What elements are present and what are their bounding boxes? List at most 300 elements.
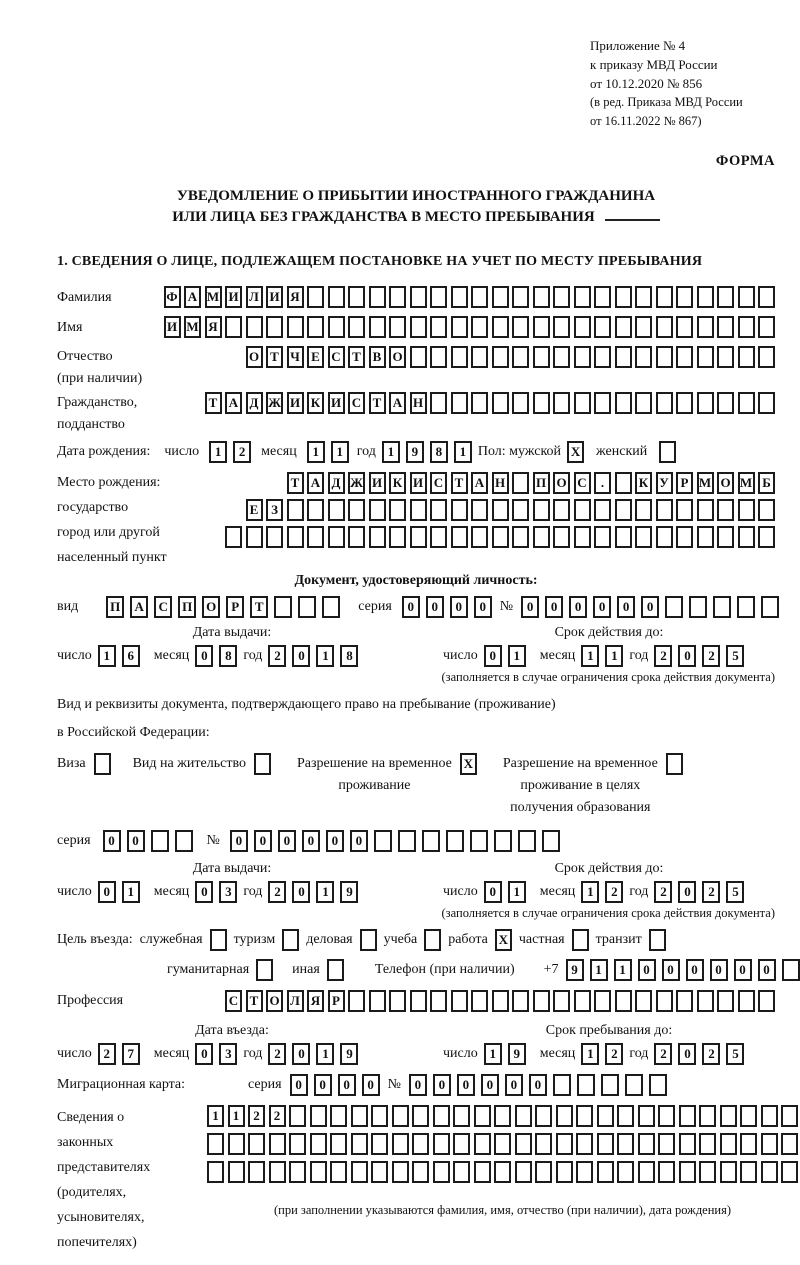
char-cell[interactable]: . bbox=[594, 472, 611, 494]
char-cell[interactable] bbox=[412, 1161, 429, 1183]
char-cell[interactable]: 0 bbox=[98, 881, 116, 903]
char-cell[interactable] bbox=[697, 990, 714, 1012]
char-cell[interactable]: 0 bbox=[457, 1074, 475, 1096]
char-cell[interactable] bbox=[453, 1105, 470, 1127]
char-cell[interactable]: 1 bbox=[207, 1105, 224, 1127]
char-cell[interactable]: 1 bbox=[508, 881, 526, 903]
char-cell[interactable] bbox=[597, 1161, 614, 1183]
char-cell[interactable]: 1 bbox=[454, 441, 472, 463]
char-cell[interactable] bbox=[515, 1161, 532, 1183]
char-cell[interactable] bbox=[512, 472, 529, 494]
birth-month-input[interactable] bbox=[307, 441, 349, 463]
char-cell[interactable]: 0 bbox=[710, 959, 728, 981]
birth-place-input-line3[interactable] bbox=[225, 526, 775, 548]
char-cell[interactable]: 0 bbox=[662, 959, 680, 981]
char-cell[interactable] bbox=[94, 753, 111, 775]
char-cell[interactable]: X bbox=[495, 929, 512, 951]
char-cell[interactable]: 0 bbox=[734, 959, 752, 981]
char-cell[interactable] bbox=[225, 316, 242, 338]
char-cell[interactable] bbox=[369, 526, 386, 548]
patronymic-input[interactable] bbox=[246, 346, 776, 368]
char-cell[interactable]: 1 bbox=[331, 441, 349, 463]
char-cell[interactable] bbox=[360, 929, 377, 951]
char-cell[interactable] bbox=[740, 1133, 757, 1155]
char-cell[interactable] bbox=[371, 1161, 388, 1183]
char-cell[interactable] bbox=[327, 959, 344, 981]
char-cell[interactable]: 1 bbox=[316, 645, 334, 667]
residence-issue-day[interactable] bbox=[98, 881, 140, 903]
char-cell[interactable] bbox=[269, 1161, 286, 1183]
char-cell[interactable]: Т bbox=[369, 392, 386, 414]
char-cell[interactable]: 5 bbox=[726, 1043, 744, 1065]
char-cell[interactable] bbox=[494, 830, 512, 852]
doc-kind-input[interactable] bbox=[106, 596, 340, 618]
char-cell[interactable] bbox=[246, 316, 263, 338]
identity-expiry-year[interactable] bbox=[654, 645, 744, 667]
char-cell[interactable] bbox=[576, 1161, 593, 1183]
char-cell[interactable] bbox=[266, 526, 283, 548]
char-cell[interactable] bbox=[451, 392, 468, 414]
char-cell[interactable] bbox=[410, 990, 427, 1012]
char-cell[interactable] bbox=[494, 1161, 511, 1183]
char-cell[interactable] bbox=[697, 526, 714, 548]
char-cell[interactable] bbox=[287, 316, 304, 338]
char-cell[interactable] bbox=[720, 1105, 737, 1127]
char-cell[interactable] bbox=[738, 346, 755, 368]
char-cell[interactable]: 2 bbox=[233, 441, 251, 463]
char-cell[interactable] bbox=[289, 1133, 306, 1155]
char-cell[interactable] bbox=[656, 346, 673, 368]
char-cell[interactable] bbox=[761, 1133, 778, 1155]
char-cell[interactable] bbox=[470, 830, 488, 852]
char-cell[interactable] bbox=[638, 1161, 655, 1183]
char-cell[interactable]: 8 bbox=[340, 645, 358, 667]
char-cell[interactable]: 1 bbox=[307, 441, 325, 463]
char-cell[interactable] bbox=[542, 830, 560, 852]
char-cell[interactable] bbox=[576, 1133, 593, 1155]
char-cell[interactable] bbox=[266, 316, 283, 338]
identity-issue-year[interactable] bbox=[268, 645, 358, 667]
char-cell[interactable] bbox=[410, 346, 427, 368]
char-cell[interactable] bbox=[738, 286, 755, 308]
char-cell[interactable]: 0 bbox=[678, 1043, 696, 1065]
char-cell[interactable] bbox=[676, 346, 693, 368]
char-cell[interactable]: К bbox=[307, 392, 324, 414]
char-cell[interactable] bbox=[676, 990, 693, 1012]
char-cell[interactable] bbox=[512, 316, 529, 338]
char-cell[interactable]: 3 bbox=[219, 1043, 237, 1065]
char-cell[interactable] bbox=[574, 316, 591, 338]
char-cell[interactable]: Я bbox=[205, 316, 222, 338]
char-cell[interactable]: 1 bbox=[508, 645, 526, 667]
char-cell[interactable] bbox=[207, 1133, 224, 1155]
char-cell[interactable] bbox=[758, 990, 775, 1012]
char-cell[interactable]: И bbox=[410, 472, 427, 494]
char-cell[interactable] bbox=[635, 499, 652, 521]
char-cell[interactable] bbox=[471, 990, 488, 1012]
char-cell[interactable] bbox=[740, 1105, 757, 1127]
char-cell[interactable]: 0 bbox=[409, 1074, 427, 1096]
char-cell[interactable]: З bbox=[266, 499, 283, 521]
char-cell[interactable] bbox=[492, 346, 509, 368]
phone-input[interactable] bbox=[566, 959, 800, 981]
char-cell[interactable] bbox=[369, 499, 386, 521]
char-cell[interactable]: Р bbox=[676, 472, 693, 494]
identity-expiry-month[interactable] bbox=[581, 645, 623, 667]
char-cell[interactable] bbox=[512, 990, 529, 1012]
residence-permit-checkbox[interactable] bbox=[254, 753, 271, 775]
char-cell[interactable] bbox=[351, 1133, 368, 1155]
char-cell[interactable] bbox=[758, 286, 775, 308]
purpose-delovaya-checkbox[interactable] bbox=[360, 929, 377, 951]
char-cell[interactable] bbox=[553, 990, 570, 1012]
char-cell[interactable] bbox=[615, 526, 632, 548]
char-cell[interactable] bbox=[697, 286, 714, 308]
char-cell[interactable]: М bbox=[738, 472, 755, 494]
char-cell[interactable] bbox=[422, 830, 440, 852]
char-cell[interactable] bbox=[533, 346, 550, 368]
char-cell[interactable]: 0 bbox=[433, 1074, 451, 1096]
char-cell[interactable] bbox=[175, 830, 193, 852]
profession-input[interactable] bbox=[225, 990, 775, 1012]
char-cell[interactable] bbox=[649, 1074, 667, 1096]
char-cell[interactable]: С bbox=[328, 346, 345, 368]
char-cell[interactable] bbox=[471, 499, 488, 521]
char-cell[interactable] bbox=[656, 316, 673, 338]
char-cell[interactable]: Т bbox=[246, 990, 263, 1012]
char-cell[interactable] bbox=[761, 1161, 778, 1183]
char-cell[interactable] bbox=[228, 1133, 245, 1155]
char-cell[interactable] bbox=[553, 392, 570, 414]
char-cell[interactable]: Я bbox=[287, 286, 304, 308]
char-cell[interactable]: И bbox=[266, 286, 283, 308]
char-cell[interactable] bbox=[658, 1133, 675, 1155]
char-cell[interactable] bbox=[512, 286, 529, 308]
char-cell[interactable] bbox=[533, 316, 550, 338]
char-cell[interactable] bbox=[512, 499, 529, 521]
char-cell[interactable] bbox=[535, 1105, 552, 1127]
char-cell[interactable] bbox=[720, 1133, 737, 1155]
char-cell[interactable]: 2 bbox=[268, 881, 286, 903]
char-cell[interactable]: 1 bbox=[209, 441, 227, 463]
char-cell[interactable] bbox=[697, 316, 714, 338]
char-cell[interactable] bbox=[269, 1133, 286, 1155]
char-cell[interactable]: 0 bbox=[230, 830, 248, 852]
char-cell[interactable] bbox=[535, 1133, 552, 1155]
char-cell[interactable] bbox=[330, 1133, 347, 1155]
residence-issue-month[interactable] bbox=[195, 881, 237, 903]
char-cell[interactable] bbox=[782, 959, 800, 981]
char-cell[interactable]: 0 bbox=[278, 830, 296, 852]
char-cell[interactable]: А bbox=[389, 392, 406, 414]
char-cell[interactable] bbox=[474, 1133, 491, 1155]
char-cell[interactable]: О bbox=[553, 472, 570, 494]
char-cell[interactable] bbox=[699, 1105, 716, 1127]
char-cell[interactable] bbox=[676, 499, 693, 521]
char-cell[interactable] bbox=[392, 1133, 409, 1155]
char-cell[interactable] bbox=[492, 392, 509, 414]
char-cell[interactable] bbox=[574, 990, 591, 1012]
char-cell[interactable] bbox=[761, 1105, 778, 1127]
char-cell[interactable]: Л bbox=[246, 286, 263, 308]
identity-issue-month[interactable] bbox=[195, 645, 237, 667]
given-name-input[interactable] bbox=[164, 316, 776, 338]
purpose-sluzhebnaya-checkbox[interactable] bbox=[210, 929, 227, 951]
char-cell[interactable]: 1 bbox=[122, 881, 140, 903]
char-cell[interactable]: 2 bbox=[654, 1043, 672, 1065]
char-cell[interactable]: 2 bbox=[98, 1043, 116, 1065]
char-cell[interactable] bbox=[758, 499, 775, 521]
char-cell[interactable] bbox=[533, 499, 550, 521]
char-cell[interactable] bbox=[679, 1105, 696, 1127]
char-cell[interactable] bbox=[328, 286, 345, 308]
char-cell[interactable]: 0 bbox=[758, 959, 776, 981]
char-cell[interactable]: 1 bbox=[316, 881, 334, 903]
char-cell[interactable] bbox=[474, 1161, 491, 1183]
char-cell[interactable] bbox=[369, 286, 386, 308]
char-cell[interactable]: X bbox=[567, 441, 584, 463]
char-cell[interactable] bbox=[254, 753, 271, 775]
char-cell[interactable] bbox=[330, 1161, 347, 1183]
purpose-tranzit-checkbox[interactable] bbox=[649, 929, 666, 951]
char-cell[interactable] bbox=[697, 499, 714, 521]
char-cell[interactable]: Ф bbox=[164, 286, 181, 308]
char-cell[interactable]: К bbox=[635, 472, 652, 494]
char-cell[interactable] bbox=[679, 1133, 696, 1155]
char-cell[interactable]: И bbox=[369, 472, 386, 494]
char-cell[interactable]: Н bbox=[492, 472, 509, 494]
char-cell[interactable] bbox=[656, 990, 673, 1012]
char-cell[interactable]: Т bbox=[287, 472, 304, 494]
residence-expiry-month[interactable] bbox=[581, 881, 623, 903]
char-cell[interactable] bbox=[574, 392, 591, 414]
char-cell[interactable]: О bbox=[717, 472, 734, 494]
representatives-input-line3[interactable] bbox=[207, 1161, 798, 1183]
char-cell[interactable] bbox=[471, 346, 488, 368]
char-cell[interactable]: С bbox=[430, 472, 447, 494]
char-cell[interactable] bbox=[635, 316, 652, 338]
char-cell[interactable] bbox=[656, 526, 673, 548]
char-cell[interactable]: И bbox=[328, 392, 345, 414]
char-cell[interactable]: А bbox=[225, 392, 242, 414]
char-cell[interactable] bbox=[556, 1105, 573, 1127]
representatives-input-line2[interactable] bbox=[207, 1133, 798, 1155]
char-cell[interactable] bbox=[594, 990, 611, 1012]
char-cell[interactable]: 0 bbox=[350, 830, 368, 852]
char-cell[interactable]: 0 bbox=[292, 1043, 310, 1065]
char-cell[interactable] bbox=[433, 1133, 450, 1155]
char-cell[interactable]: П bbox=[106, 596, 124, 618]
char-cell[interactable] bbox=[494, 1133, 511, 1155]
char-cell[interactable]: 2 bbox=[654, 881, 672, 903]
char-cell[interactable]: Л bbox=[287, 990, 304, 1012]
char-cell[interactable] bbox=[689, 596, 707, 618]
residence-number-input[interactable] bbox=[230, 830, 560, 852]
char-cell[interactable] bbox=[248, 1133, 265, 1155]
sex-male-checkbox[interactable] bbox=[567, 441, 584, 463]
char-cell[interactable]: С bbox=[154, 596, 172, 618]
char-cell[interactable] bbox=[761, 596, 779, 618]
char-cell[interactable] bbox=[248, 1161, 265, 1183]
char-cell[interactable] bbox=[717, 316, 734, 338]
char-cell[interactable] bbox=[625, 1074, 643, 1096]
char-cell[interactable]: А bbox=[307, 472, 324, 494]
char-cell[interactable] bbox=[410, 316, 427, 338]
char-cell[interactable]: И bbox=[287, 392, 304, 414]
char-cell[interactable] bbox=[638, 1105, 655, 1127]
char-cell[interactable] bbox=[282, 929, 299, 951]
char-cell[interactable] bbox=[492, 499, 509, 521]
visa-checkbox[interactable] bbox=[94, 753, 111, 775]
char-cell[interactable] bbox=[676, 286, 693, 308]
char-cell[interactable] bbox=[533, 392, 550, 414]
char-cell[interactable] bbox=[389, 499, 406, 521]
char-cell[interactable] bbox=[412, 1105, 429, 1127]
char-cell[interactable] bbox=[737, 596, 755, 618]
char-cell[interactable] bbox=[635, 526, 652, 548]
char-cell[interactable] bbox=[371, 1133, 388, 1155]
char-cell[interactable]: Т bbox=[205, 392, 222, 414]
char-cell[interactable]: 1 bbox=[228, 1105, 245, 1127]
char-cell[interactable] bbox=[287, 499, 304, 521]
char-cell[interactable] bbox=[328, 526, 345, 548]
char-cell[interactable]: Ж bbox=[348, 472, 365, 494]
char-cell[interactable] bbox=[392, 1105, 409, 1127]
char-cell[interactable]: 0 bbox=[402, 596, 420, 618]
char-cell[interactable] bbox=[369, 316, 386, 338]
char-cell[interactable] bbox=[151, 830, 169, 852]
char-cell[interactable]: 9 bbox=[340, 1043, 358, 1065]
char-cell[interactable]: Е bbox=[246, 499, 263, 521]
char-cell[interactable] bbox=[451, 286, 468, 308]
char-cell[interactable]: О bbox=[389, 346, 406, 368]
char-cell[interactable] bbox=[597, 1105, 614, 1127]
stay-month[interactable] bbox=[581, 1043, 623, 1065]
char-cell[interactable] bbox=[492, 990, 509, 1012]
char-cell[interactable] bbox=[424, 929, 441, 951]
residence-expiry-year[interactable] bbox=[654, 881, 744, 903]
char-cell[interactable] bbox=[471, 286, 488, 308]
identity-issue-day[interactable] bbox=[98, 645, 140, 667]
char-cell[interactable] bbox=[369, 990, 386, 1012]
char-cell[interactable] bbox=[781, 1161, 798, 1183]
char-cell[interactable]: У bbox=[656, 472, 673, 494]
birth-place-input-line1[interactable] bbox=[287, 472, 776, 494]
char-cell[interactable] bbox=[389, 316, 406, 338]
char-cell[interactable]: С bbox=[348, 392, 365, 414]
char-cell[interactable] bbox=[594, 316, 611, 338]
char-cell[interactable]: 1 bbox=[316, 1043, 334, 1065]
char-cell[interactable] bbox=[256, 959, 273, 981]
residence-expiry-day[interactable] bbox=[484, 881, 526, 903]
char-cell[interactable] bbox=[351, 1161, 368, 1183]
char-cell[interactable] bbox=[553, 1074, 571, 1096]
char-cell[interactable] bbox=[656, 499, 673, 521]
char-cell[interactable] bbox=[594, 392, 611, 414]
char-cell[interactable] bbox=[533, 286, 550, 308]
char-cell[interactable] bbox=[430, 392, 447, 414]
char-cell[interactable] bbox=[717, 392, 734, 414]
char-cell[interactable] bbox=[374, 830, 392, 852]
char-cell[interactable] bbox=[781, 1105, 798, 1127]
char-cell[interactable]: 0 bbox=[254, 830, 272, 852]
char-cell[interactable] bbox=[430, 286, 447, 308]
char-cell[interactable] bbox=[328, 316, 345, 338]
char-cell[interactable] bbox=[699, 1133, 716, 1155]
char-cell[interactable]: П bbox=[178, 596, 196, 618]
char-cell[interactable] bbox=[713, 596, 731, 618]
stay-day[interactable] bbox=[484, 1043, 526, 1065]
char-cell[interactable]: 0 bbox=[474, 596, 492, 618]
doc-number-input[interactable] bbox=[521, 596, 779, 618]
char-cell[interactable] bbox=[635, 392, 652, 414]
char-cell[interactable]: 2 bbox=[605, 881, 623, 903]
char-cell[interactable] bbox=[553, 499, 570, 521]
char-cell[interactable]: Д bbox=[246, 392, 263, 414]
char-cell[interactable]: 5 bbox=[726, 881, 744, 903]
char-cell[interactable] bbox=[453, 1161, 470, 1183]
char-cell[interactable] bbox=[553, 316, 570, 338]
char-cell[interactable]: 2 bbox=[654, 645, 672, 667]
char-cell[interactable] bbox=[601, 1074, 619, 1096]
surname-input[interactable] bbox=[164, 286, 776, 308]
char-cell[interactable] bbox=[576, 1105, 593, 1127]
purpose-rabota-checkbox[interactable] bbox=[495, 929, 512, 951]
char-cell[interactable]: 0 bbox=[484, 645, 502, 667]
char-cell[interactable]: 0 bbox=[686, 959, 704, 981]
purpose-inaya-checkbox[interactable] bbox=[327, 959, 344, 981]
char-cell[interactable]: В bbox=[369, 346, 386, 368]
char-cell[interactable]: 0 bbox=[292, 881, 310, 903]
char-cell[interactable] bbox=[758, 392, 775, 414]
char-cell[interactable] bbox=[430, 990, 447, 1012]
char-cell[interactable] bbox=[676, 392, 693, 414]
char-cell[interactable]: Е bbox=[307, 346, 324, 368]
char-cell[interactable] bbox=[533, 526, 550, 548]
residence-issue-year[interactable] bbox=[268, 881, 358, 903]
char-cell[interactable]: 1 bbox=[605, 645, 623, 667]
char-cell[interactable]: Я bbox=[307, 990, 324, 1012]
char-cell[interactable] bbox=[494, 1105, 511, 1127]
char-cell[interactable] bbox=[330, 1105, 347, 1127]
char-cell[interactable] bbox=[738, 392, 755, 414]
entry-month[interactable] bbox=[195, 1043, 237, 1065]
char-cell[interactable] bbox=[348, 990, 365, 1012]
char-cell[interactable]: 9 bbox=[340, 881, 358, 903]
birth-place-input-line2[interactable] bbox=[246, 499, 776, 521]
char-cell[interactable] bbox=[492, 526, 509, 548]
char-cell[interactable] bbox=[535, 1161, 552, 1183]
char-cell[interactable] bbox=[597, 1133, 614, 1155]
char-cell[interactable]: 0 bbox=[617, 596, 635, 618]
char-cell[interactable] bbox=[720, 1161, 737, 1183]
char-cell[interactable] bbox=[515, 1133, 532, 1155]
char-cell[interactable]: 0 bbox=[678, 881, 696, 903]
char-cell[interactable] bbox=[740, 1161, 757, 1183]
char-cell[interactable]: 2 bbox=[268, 1043, 286, 1065]
char-cell[interactable] bbox=[289, 1105, 306, 1127]
char-cell[interactable] bbox=[679, 1161, 696, 1183]
char-cell[interactable] bbox=[615, 316, 632, 338]
char-cell[interactable] bbox=[410, 499, 427, 521]
char-cell[interactable] bbox=[617, 1105, 634, 1127]
char-cell[interactable]: С bbox=[225, 990, 242, 1012]
char-cell[interactable] bbox=[665, 596, 683, 618]
char-cell[interactable]: 8 bbox=[219, 645, 237, 667]
char-cell[interactable]: Ч bbox=[287, 346, 304, 368]
purpose-turizm-checkbox[interactable] bbox=[282, 929, 299, 951]
char-cell[interactable]: 2 bbox=[702, 881, 720, 903]
